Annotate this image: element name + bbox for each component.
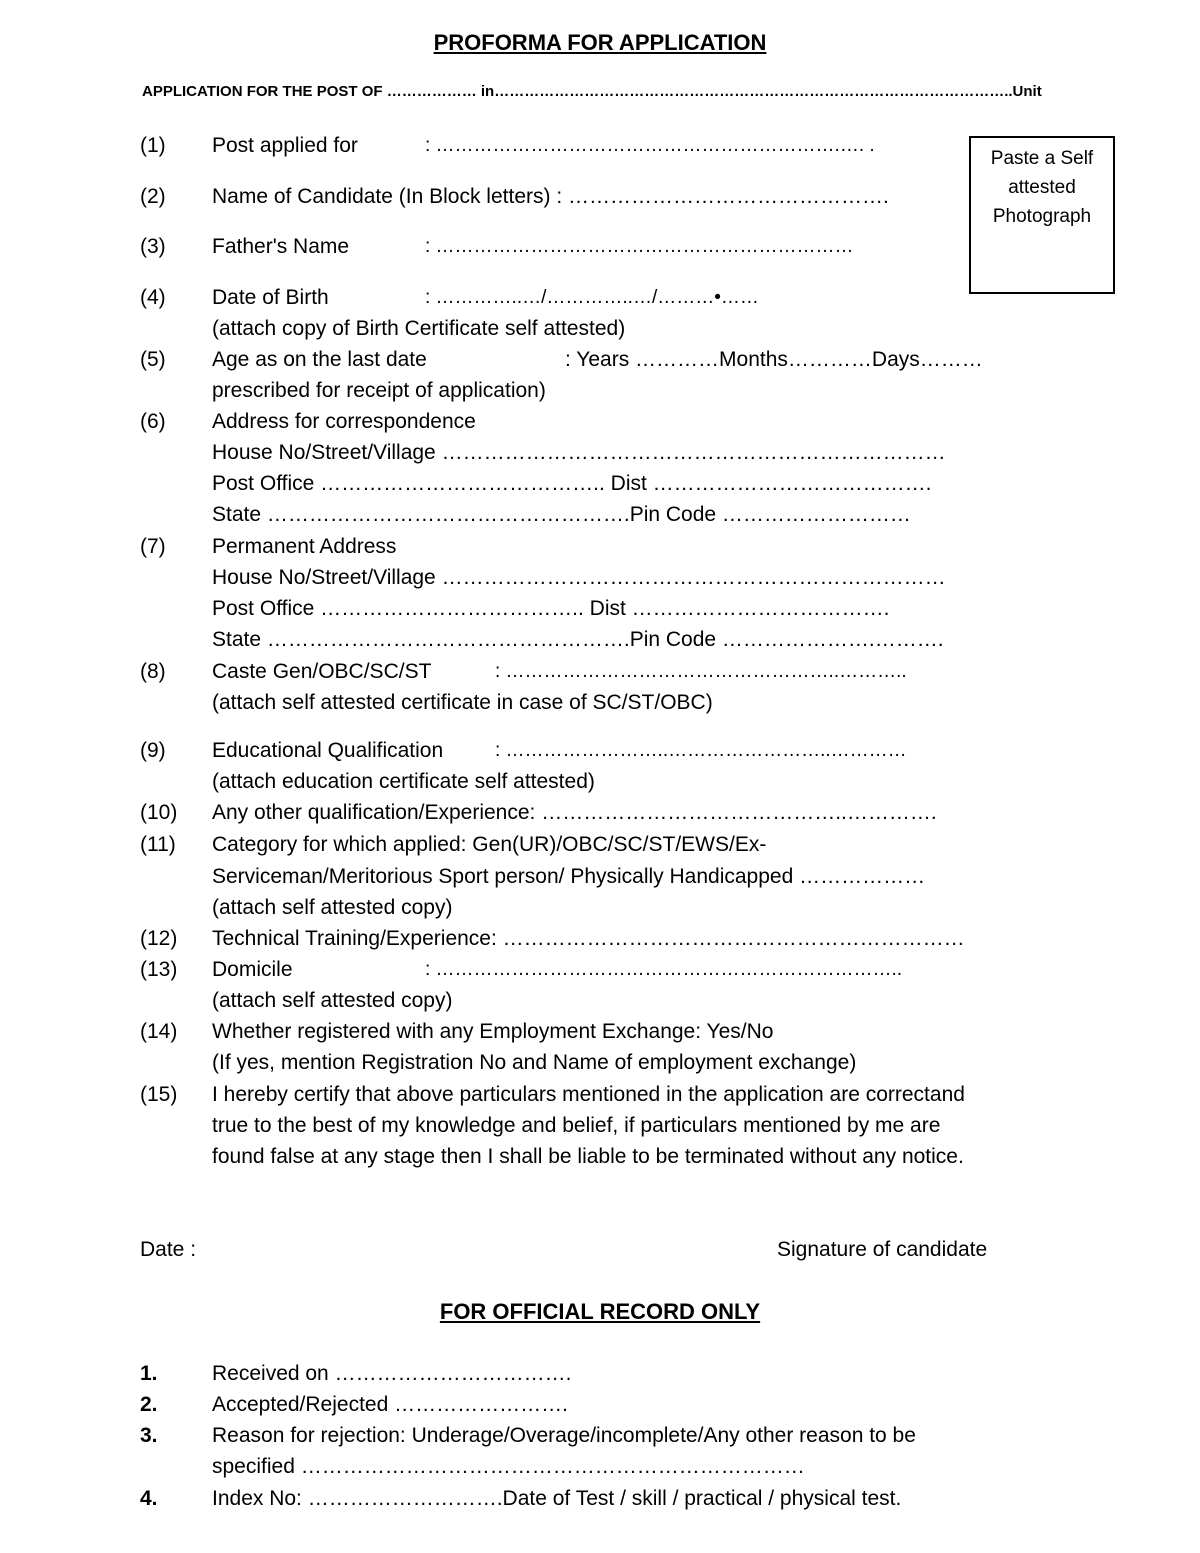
label-employment-exchange: Whether registered with any Employment Exchange: Yes/No: [212, 1020, 774, 1043]
label-education: Educational Qualification: [212, 739, 444, 762]
official-rejection-specified[interactable]: specified ………………………………………………………………: [212, 1455, 805, 1478]
photo-box-line: attested: [1008, 177, 1076, 198]
label-post-applied: Post applied for: [212, 134, 358, 157]
field-category[interactable]: Serviceman/Meritorious Sport person/ Physically Handicapped ………………: [212, 865, 926, 888]
field-domicile[interactable]: : ………………………………………………………………..: [425, 959, 903, 980]
item-number: (6): [140, 410, 166, 433]
item-number: (5): [140, 348, 166, 371]
photo-box[interactable]: [969, 136, 1115, 294]
item-number: (13): [140, 958, 178, 981]
official-item-number: 4.: [140, 1487, 158, 1510]
item-number: (8): [140, 660, 166, 683]
field-education[interactable]: : ……………………..……………………..…………: [495, 740, 907, 761]
photo-box-line: Photograph: [992, 206, 1092, 227]
official-item-number: 1.: [140, 1362, 158, 1385]
note-employment-exchange: (If yes, mention Registration No and Name of employment exchange): [212, 1051, 857, 1074]
official-item-number: 3.: [140, 1424, 158, 1447]
item-number: (14): [140, 1020, 178, 1043]
note-birth-certificate: (attach copy of Birth Certificate self attested): [212, 317, 626, 340]
label-permanent-address: Permanent Address: [212, 535, 397, 558]
photo-box-line: Paste a Self: [990, 148, 1094, 169]
item-number: (4): [140, 286, 166, 309]
label-correspondence-address: Address for correspondence: [212, 410, 476, 433]
label-category: Category for which applied: Gen(UR)/OBC/SC/ST/EWS/Ex-: [212, 833, 767, 856]
item-number: (7): [140, 535, 166, 558]
declaration-line: I hereby certify that above particulars mentioned in the application are correctand: [212, 1083, 965, 1106]
field-father-name[interactable]: : …………………………………………………………: [425, 236, 854, 257]
field-candidate-name[interactable]: Name of Candidate (In Block letters) : ……………………………………….: [212, 185, 889, 208]
item-number: (3): [140, 235, 166, 258]
signature-field[interactable]: Signature of candidate: [777, 1238, 988, 1261]
field-corr-post-dist[interactable]: Post Office ………………………………….. Dist ………………………………….: [212, 472, 932, 495]
field-perm-state-pin[interactable]: State …………………………………………….Pin Code ………………….……….: [212, 628, 944, 651]
note-category: (attach self attested copy): [212, 896, 453, 919]
note-domicile: (attach self attested copy): [212, 989, 453, 1012]
field-age[interactable]: : Years …………Months…………Days………: [565, 348, 983, 371]
official-received-on[interactable]: Received on …………………………….: [212, 1362, 572, 1385]
note-caste: (attach self attested certificate in case of SC/ST/OBC): [212, 691, 713, 714]
field-corr-state-pin[interactable]: State …………………………………………….Pin Code ………………………: [212, 503, 911, 526]
post-application-line: APPLICATION FOR THE POST OF ……………… in…………………………………………………………………………………………..Unit: [142, 83, 1042, 100]
field-caste[interactable]: : ……………………………………………..………..: [495, 661, 907, 682]
official-record-title: FOR OFFICIAL RECORD ONLY: [439, 1299, 761, 1324]
field-other-qualification[interactable]: Any other qualification/Experience: ……………………………………..………….: [212, 801, 937, 824]
item-number: (15): [140, 1083, 178, 1106]
declaration-line: found false at any stage then I shall be liable to be terminated without any notice.: [212, 1145, 964, 1168]
field-perm-post-dist[interactable]: Post Office ……………………………….. Dist ……………………………….: [212, 597, 890, 620]
declaration-line: true to the best of my knowledge and belief, if particulars mentioned by me are: [212, 1114, 941, 1137]
field-date-of-birth[interactable]: : …………..…/…………..…/………•……: [425, 287, 759, 308]
note-age: prescribed for receipt of application): [212, 379, 546, 402]
item-number: (10): [140, 801, 178, 824]
date-field[interactable]: Date :: [140, 1238, 197, 1261]
field-perm-house[interactable]: House No/Street/Village ………………………………………………………………: [212, 566, 946, 589]
note-education: (attach education certificate self attested): [212, 770, 595, 793]
item-number: (2): [140, 185, 166, 208]
label-father-name: Father's Name: [212, 235, 350, 258]
official-rejection-reason: Reason for rejection: Underage/Overage/incomplete/Any other reason to be: [212, 1424, 916, 1447]
label-age: Age as on the last date: [212, 348, 427, 371]
label-domicile: Domicile: [212, 958, 293, 981]
item-number: (1): [140, 134, 166, 157]
field-corr-house[interactable]: House No/Street/Village ………………………………………………………………: [212, 441, 946, 464]
item-number: (12): [140, 927, 178, 950]
field-technical-training[interactable]: Technical Training/Experience: …………………………………………………………: [212, 927, 965, 950]
label-caste: Caste Gen/OBC/SC/ST: [212, 660, 432, 683]
official-index-no[interactable]: Index No: ……………………….Date of Test / skill / practical / physical test.: [212, 1487, 902, 1510]
official-item-number: 2.: [140, 1393, 158, 1416]
item-number: (9): [140, 739, 166, 762]
official-accepted-rejected[interactable]: Accepted/Rejected …………………….: [212, 1393, 568, 1416]
label-date-of-birth: Date of Birth: [212, 286, 329, 309]
page-title: PROFORMA FOR APPLICATION: [433, 30, 767, 55]
item-number: (11): [140, 833, 176, 856]
field-post-applied[interactable]: : ……………………………………………………….…. .: [425, 135, 875, 156]
